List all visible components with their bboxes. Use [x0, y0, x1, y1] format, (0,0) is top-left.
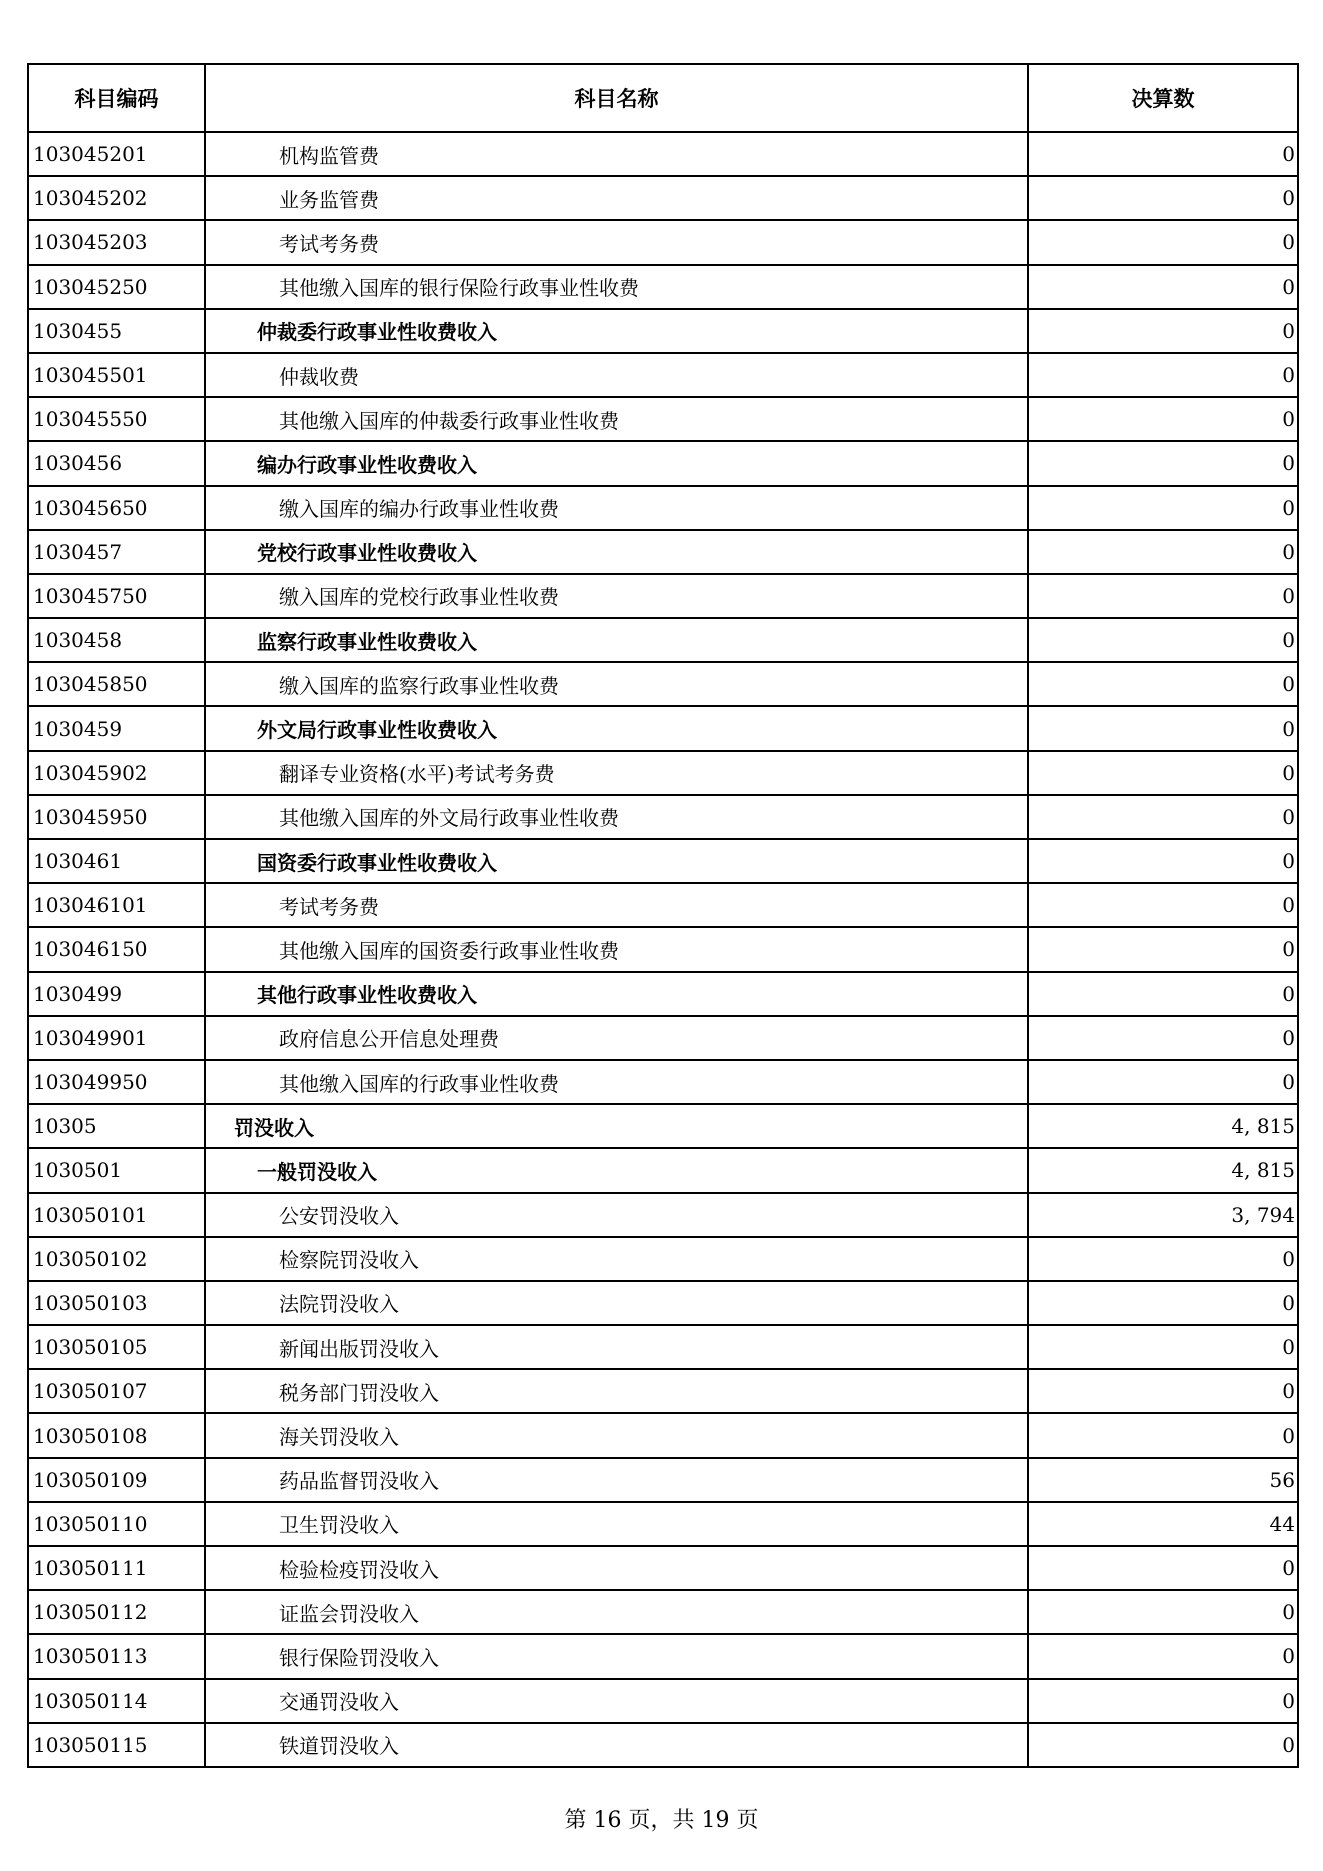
- subject-code-cell: 1030499: [28, 972, 205, 1016]
- table-row: [28, 618, 1298, 662]
- subject-name-cell: 翻译专业资格(水平)考试考务费: [205, 751, 1028, 795]
- table-row: [28, 309, 1298, 353]
- subject-name-cell: 考试考务费: [205, 220, 1028, 264]
- subject-code-cell: 103050109: [28, 1458, 205, 1502]
- table-row: [28, 397, 1298, 441]
- subject-name-cell: 党校行政事业性收费收入: [205, 530, 1028, 574]
- table-row: [28, 220, 1298, 264]
- table-row: [28, 353, 1298, 397]
- subject-name-cell: 考试考务费: [205, 883, 1028, 927]
- final-amount-cell: 0: [1028, 265, 1298, 309]
- subject-code-cell: 103045501: [28, 353, 205, 397]
- final-amount-cell: 0: [1028, 751, 1298, 795]
- subject-code-cell: 1030501: [28, 1148, 205, 1192]
- final-amount-cell: 0: [1028, 441, 1298, 485]
- subject-code-cell: 103045850: [28, 662, 205, 706]
- subject-code-cell: 103045203: [28, 220, 205, 264]
- subject-code-cell: 103050102: [28, 1237, 205, 1281]
- table-row: [28, 574, 1298, 618]
- table-row: [28, 1502, 1298, 1546]
- subject-code-cell: 103050113: [28, 1634, 205, 1678]
- table-row: [28, 751, 1298, 795]
- table-row: [28, 662, 1298, 706]
- subject-name-cell: 国资委行政事业性收费收入: [205, 839, 1028, 883]
- table-row: [28, 1679, 1298, 1723]
- subject-code-cell: 103050107: [28, 1369, 205, 1413]
- table-row: [28, 1458, 1298, 1502]
- table-row: [28, 1325, 1298, 1369]
- subject-code-cell: 103049901: [28, 1016, 205, 1060]
- budget-table: [27, 63, 1299, 1768]
- subject-code-cell: 103049950: [28, 1060, 205, 1104]
- final-amount-cell: 0: [1028, 353, 1298, 397]
- subject-code-cell: 103050110: [28, 1502, 205, 1546]
- subject-code-cell: 1030458: [28, 618, 205, 662]
- table-row: [28, 972, 1298, 1016]
- final-amount-cell: 0: [1028, 972, 1298, 1016]
- subject-name-cell: 交通罚没收入: [205, 1679, 1028, 1723]
- table-row: [28, 706, 1298, 750]
- page-number: 第 16 页，共 19 页: [564, 1808, 759, 1833]
- subject-name-cell: 其他缴入国库的国资委行政事业性收费: [205, 927, 1028, 971]
- subject-name-cell: 政府信息公开信息处理费: [205, 1016, 1028, 1060]
- subject-name-cell: 公安罚没收入: [205, 1193, 1028, 1237]
- table-row: [28, 839, 1298, 883]
- subject-code-cell: 103045650: [28, 486, 205, 530]
- final-amount-cell: 0: [1028, 1634, 1298, 1678]
- final-amount-cell: 3, 794: [1028, 1193, 1298, 1237]
- table-row: [28, 927, 1298, 971]
- final-amount-cell: 0: [1028, 883, 1298, 927]
- table-row: [28, 1016, 1298, 1060]
- table-body: [28, 132, 1298, 1767]
- subject-code-cell: 103045202: [28, 176, 205, 220]
- final-amount-cell: 0: [1028, 1325, 1298, 1369]
- subject-name-cell: 仲裁委行政事业性收费收入: [205, 309, 1028, 353]
- final-amount-cell: 0: [1028, 1679, 1298, 1723]
- subject-name-cell: 一般罚没收入: [205, 1148, 1028, 1192]
- final-amount-cell: 0: [1028, 220, 1298, 264]
- subject-name-cell: 铁道罚没收入: [205, 1723, 1028, 1767]
- final-amount-cell: 0: [1028, 927, 1298, 971]
- final-amount-cell: 0: [1028, 839, 1298, 883]
- table-row: [28, 1193, 1298, 1237]
- header-subject-code: 科目编码: [28, 64, 205, 132]
- subject-code-cell: 103050114: [28, 1679, 205, 1723]
- table-row: [28, 530, 1298, 574]
- final-amount-cell: 0: [1028, 1369, 1298, 1413]
- subject-code-cell: 1030455: [28, 309, 205, 353]
- subject-name-cell: 新闻出版罚没收入: [205, 1325, 1028, 1369]
- subject-name-cell: 仲裁收费: [205, 353, 1028, 397]
- table-row: [28, 1590, 1298, 1634]
- subject-name-cell: 罚没收入: [205, 1104, 1028, 1148]
- table-row: [28, 1060, 1298, 1104]
- subject-name-cell: 其他缴入国库的仲裁委行政事业性收费: [205, 397, 1028, 441]
- subject-code-cell: 1030459: [28, 706, 205, 750]
- subject-name-cell: 卫生罚没收入: [205, 1502, 1028, 1546]
- final-amount-cell: 0: [1028, 1281, 1298, 1325]
- subject-name-cell: 银行保险罚没收入: [205, 1634, 1028, 1678]
- table-row: [28, 1104, 1298, 1148]
- final-amount-cell: 0: [1028, 706, 1298, 750]
- table-row: [28, 1634, 1298, 1678]
- subject-name-cell: 缴入国库的编办行政事业性收费: [205, 486, 1028, 530]
- final-amount-cell: 0: [1028, 795, 1298, 839]
- table-row: [28, 795, 1298, 839]
- header-final-amount: 决算数: [1028, 64, 1298, 132]
- subject-code-cell: 103046101: [28, 883, 205, 927]
- table-row: [28, 1369, 1298, 1413]
- subject-name-cell: 检察院罚没收入: [205, 1237, 1028, 1281]
- subject-name-cell: 业务监管费: [205, 176, 1028, 220]
- table-header-row: [28, 64, 1298, 132]
- table-row: [28, 883, 1298, 927]
- final-amount-cell: 4, 815: [1028, 1104, 1298, 1148]
- subject-code-cell: 103050108: [28, 1413, 205, 1457]
- table-row: [28, 1237, 1298, 1281]
- final-amount-cell: 0: [1028, 309, 1298, 353]
- table-row: [28, 265, 1298, 309]
- subject-code-cell: 103046150: [28, 927, 205, 971]
- subject-name-cell: 外文局行政事业性收费收入: [205, 706, 1028, 750]
- final-amount-cell: 44: [1028, 1502, 1298, 1546]
- subject-name-cell: 监察行政事业性收费收入: [205, 618, 1028, 662]
- final-amount-cell: 0: [1028, 1590, 1298, 1634]
- final-amount-cell: 0: [1028, 1060, 1298, 1104]
- final-amount-cell: 4, 815: [1028, 1148, 1298, 1192]
- final-amount-cell: 0: [1028, 132, 1298, 176]
- subject-name-cell: 机构监管费: [205, 132, 1028, 176]
- table-row: [28, 1148, 1298, 1192]
- subject-name-cell: 其他缴入国库的行政事业性收费: [205, 1060, 1028, 1104]
- subject-name-cell: 海关罚没收入: [205, 1413, 1028, 1457]
- table-row: [28, 486, 1298, 530]
- subject-code-cell: 103045750: [28, 574, 205, 618]
- subject-code-cell: 1030456: [28, 441, 205, 485]
- subject-code-cell: 103045950: [28, 795, 205, 839]
- header-subject-name: 科目名称: [205, 64, 1028, 132]
- subject-code-cell: 103045201: [28, 132, 205, 176]
- subject-code-cell: 103050105: [28, 1325, 205, 1369]
- subject-code-cell: 103050112: [28, 1590, 205, 1634]
- final-amount-cell: 0: [1028, 1546, 1298, 1590]
- subject-code-cell: 10305: [28, 1104, 205, 1148]
- subject-name-cell: 法院罚没收入: [205, 1281, 1028, 1325]
- table-row: [28, 1723, 1298, 1767]
- table-row: [28, 1413, 1298, 1457]
- final-amount-cell: 0: [1028, 397, 1298, 441]
- subject-name-cell: 编办行政事业性收费收入: [205, 441, 1028, 485]
- subject-name-cell: 税务部门罚没收入: [205, 1369, 1028, 1413]
- final-amount-cell: 0: [1028, 1413, 1298, 1457]
- final-amount-cell: 56: [1028, 1458, 1298, 1502]
- final-amount-cell: 0: [1028, 1016, 1298, 1060]
- table-row: [28, 176, 1298, 220]
- subject-code-cell: 1030461: [28, 839, 205, 883]
- table-row: [28, 1281, 1298, 1325]
- final-amount-cell: 0: [1028, 486, 1298, 530]
- subject-code-cell: 103050101: [28, 1193, 205, 1237]
- subject-name-cell: 证监会罚没收入: [205, 1590, 1028, 1634]
- final-amount-cell: 0: [1028, 1723, 1298, 1767]
- subject-code-cell: 1030457: [28, 530, 205, 574]
- final-amount-cell: 0: [1028, 530, 1298, 574]
- subject-name-cell: 缴入国库的党校行政事业性收费: [205, 574, 1028, 618]
- subject-code-cell: 103050103: [28, 1281, 205, 1325]
- subject-code-cell: 103045902: [28, 751, 205, 795]
- subject-code-cell: 103045250: [28, 265, 205, 309]
- final-amount-cell: 0: [1028, 618, 1298, 662]
- subject-code-cell: 103050111: [28, 1546, 205, 1590]
- subject-name-cell: 其他缴入国库的银行保险行政事业性收费: [205, 265, 1028, 309]
- subject-name-cell: 其他行政事业性收费收入: [205, 972, 1028, 1016]
- subject-name-cell: 检验检疫罚没收入: [205, 1546, 1028, 1590]
- subject-code-cell: 103045550: [28, 397, 205, 441]
- subject-code-cell: 103050115: [28, 1723, 205, 1767]
- subject-name-cell: 缴入国库的监察行政事业性收费: [205, 662, 1028, 706]
- subject-name-cell: 其他缴入国库的外文局行政事业性收费: [205, 795, 1028, 839]
- final-amount-cell: 0: [1028, 1237, 1298, 1281]
- table-row: [28, 132, 1298, 176]
- table-row: [28, 1546, 1298, 1590]
- final-amount-cell: 0: [1028, 176, 1298, 220]
- final-amount-cell: 0: [1028, 662, 1298, 706]
- subject-name-cell: 药品监督罚没收入: [205, 1458, 1028, 1502]
- table-row: [28, 441, 1298, 485]
- final-amount-cell: 0: [1028, 574, 1298, 618]
